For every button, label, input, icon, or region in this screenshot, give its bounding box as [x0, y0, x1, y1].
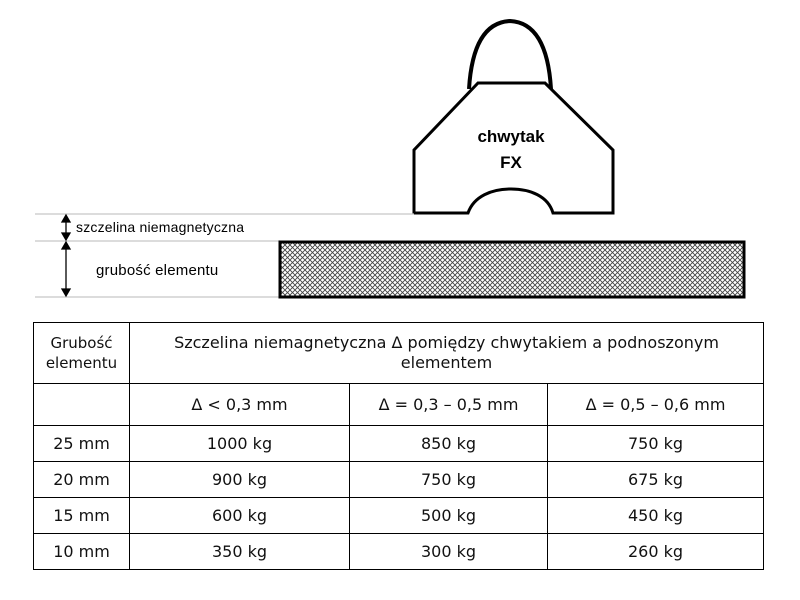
gripper-label-line2: FX	[500, 153, 522, 172]
gap-range-row	[34, 384, 764, 426]
capacity-cell: 850 kg	[350, 426, 548, 462]
thickness-label: grubość elementu	[96, 262, 219, 279]
gap-label: szczelina niemagnetyczna	[76, 219, 245, 235]
capacity-cell: 300 kg	[350, 534, 548, 570]
gap-range-header: Δ = 0,5 – 0,6 mm	[548, 384, 764, 426]
thickness-dimension-arrow	[62, 242, 70, 296]
lifted-element	[280, 242, 744, 297]
header-thickness-line2: elementu	[45, 354, 118, 372]
table-row	[34, 426, 764, 462]
capacity-cell: 500 kg	[350, 498, 548, 534]
thickness-cell: 20 mm	[34, 462, 130, 498]
lifting-capacity-table	[33, 322, 764, 570]
thickness-cell: 15 mm	[34, 498, 130, 534]
capacity-cell: 600 kg	[130, 498, 350, 534]
table-row	[34, 498, 764, 534]
table-row	[34, 534, 764, 570]
gap-dimension-arrow	[62, 215, 70, 240]
gripper-label-line1: chwytak	[477, 127, 545, 146]
header-gap: Szczelina niemagnetyczna Δ pomiędzy chwytakiem a podnoszonym elementem	[130, 323, 764, 384]
capacity-cell: 260 kg	[548, 534, 764, 570]
capacity-cell: 675 kg	[548, 462, 764, 498]
thickness-cell: 10 mm	[34, 534, 130, 570]
capacity-cell: 350 kg	[130, 534, 350, 570]
empty-corner-cell	[34, 384, 130, 426]
capacity-cell: 750 kg	[548, 426, 764, 462]
capacity-cell: 1000 kg	[130, 426, 350, 462]
gap-range-header: Δ = 0,3 – 0,5 mm	[350, 384, 548, 426]
capacity-cell: 450 kg	[548, 498, 764, 534]
gripper-body	[414, 21, 613, 213]
header-thickness	[34, 323, 130, 384]
header-thickness-line1: Grubość	[50, 334, 113, 352]
gap-range-header: Δ < 0,3 mm	[130, 384, 350, 426]
thickness-cell: 25 mm	[34, 426, 130, 462]
table-row	[34, 462, 764, 498]
capacity-cell: 750 kg	[350, 462, 548, 498]
capacity-cell: 900 kg	[130, 462, 350, 498]
table-header-row	[34, 323, 764, 384]
